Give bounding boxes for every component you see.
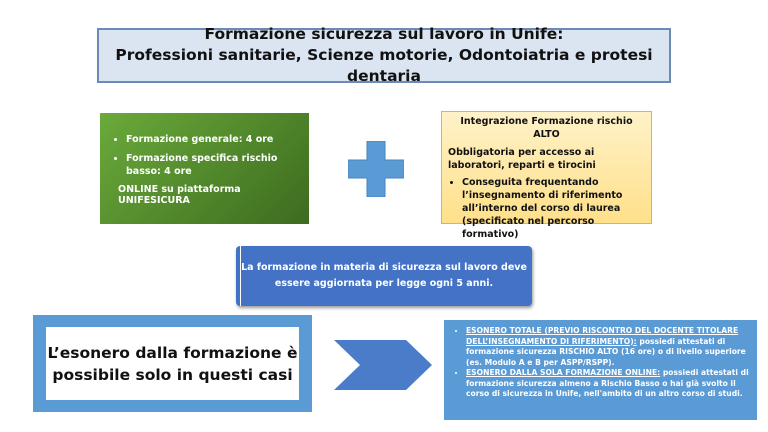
case-heading: ESONERO TOTALE (PREVIO RISCONTRO DEL DOCENTE TITOLARE DELL’INSEGNAMENTO DI RIFERIMENTO):	[466, 326, 739, 346]
high-risk-text: Obbligatoria per accesso ai laboratori, reparti e tirocini	[448, 147, 596, 171]
title-line-2: Professioni sanitarie, Scienze motorie, Odontoiatria e protesi dentaria	[115, 46, 653, 85]
notice-line-2: essere aggiornata per legge ogni 5 anni.	[274, 278, 494, 289]
high-risk-box	[441, 111, 652, 240]
exemption-line-1: L’esonero dalla formazione è	[47, 343, 298, 362]
notice-line-1: La formazione in materia di sicurezza sul lavoro deve	[241, 262, 527, 273]
plus-icon	[348, 141, 404, 197]
exemption-cases-box	[444, 320, 757, 420]
exemption-box	[33, 315, 312, 412]
high-risk-heading: Integrazione Formazione rischio ALTO	[460, 116, 633, 140]
online-note: ONLINE su piattaforma UNIFESICURA	[118, 184, 241, 206]
list-item: • Formazione specifica rischio basso: 4 ore	[126, 152, 301, 178]
update-notice-banner	[236, 246, 532, 306]
basic-training-box	[100, 113, 309, 224]
slide-title	[97, 25, 671, 85]
title-line-1: Formazione sicurezza sul lavoro in Unife:	[204, 25, 564, 43]
case-text: possiedi attestati di formazione sicurezza RISCHIO ALTO (16 ore) o di livello superiore (es. Modulo A e B per ASPP/RSPP).	[466, 336, 746, 367]
list-item: • Formazione generale: 4 ore	[126, 133, 301, 146]
list-item: • Conseguita frequentando l’insegnamento di riferimento all’interno del corso di laurea (specificato nel percorso formativo)	[462, 176, 645, 241]
list-item	[466, 326, 749, 368]
case-text: possiedi attestati di formazione sicurezza almeno a Rischio Basso o hai già svolto il corso di sicurezza in Unife, nell'ambito di un altro corso di studi.	[466, 368, 749, 398]
chevron-arrow-icon	[334, 340, 432, 390]
case-heading: ESONERO DALLA SOLA FORMAZIONE ONLINE:	[466, 368, 661, 377]
list-item	[466, 368, 749, 400]
exemption-line-2: possibile solo in questi casi	[52, 365, 293, 384]
